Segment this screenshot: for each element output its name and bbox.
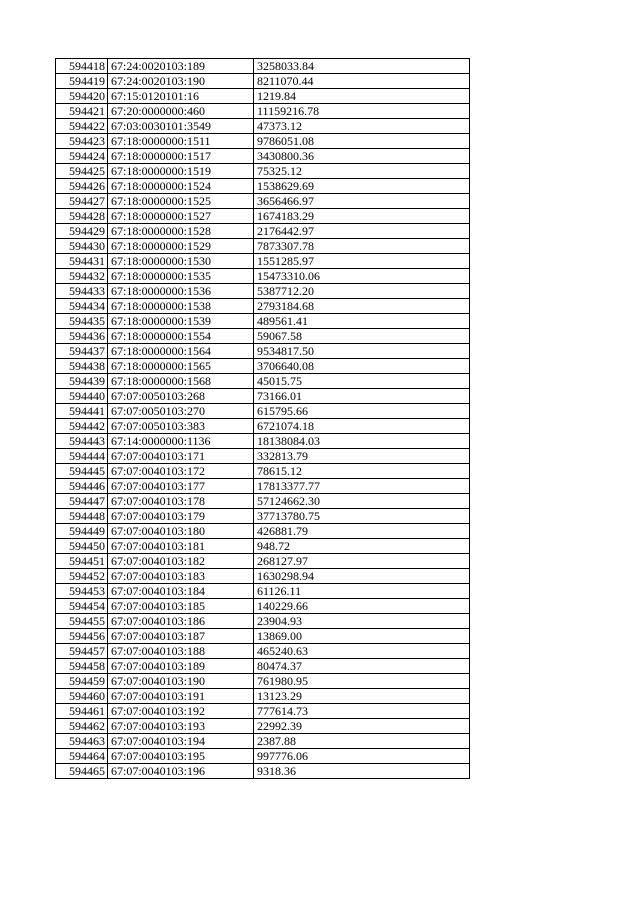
- table-row: [56, 629, 470, 644]
- table-row: [56, 434, 470, 449]
- amount-cell: 2793184.68: [254, 299, 470, 314]
- amount-cell: 45015.75: [254, 374, 470, 389]
- cadastral-number-cell: 67:18:0000000:1535: [108, 269, 254, 284]
- amount-cell: 3258033.84: [254, 59, 470, 74]
- record-id-cell: 594446: [56, 479, 108, 494]
- record-id-cell: 594436: [56, 329, 108, 344]
- record-id-cell: 594464: [56, 749, 108, 764]
- record-id-cell: 594437: [56, 344, 108, 359]
- record-id-cell: 594443: [56, 434, 108, 449]
- record-id-cell: 594458: [56, 659, 108, 674]
- amount-cell: 9534817.50: [254, 344, 470, 359]
- cadastral-number-cell: 67:07:0040103:181: [108, 539, 254, 554]
- cadastral-number-cell: 67:07:0040103:172: [108, 464, 254, 479]
- record-id-cell: 594426: [56, 179, 108, 194]
- cadastral-number-cell: 67:18:0000000:1568: [108, 374, 254, 389]
- cadastral-number-cell: 67:18:0000000:1529: [108, 239, 254, 254]
- cadastral-number-cell: 67:18:0000000:1565: [108, 359, 254, 374]
- cadastral-number-cell: 67:07:0040103:180: [108, 524, 254, 539]
- record-id-cell: 594454: [56, 599, 108, 614]
- cadastral-number-cell: 67:18:0000000:1525: [108, 194, 254, 209]
- record-id-cell: 594449: [56, 524, 108, 539]
- record-id-cell: 594424: [56, 149, 108, 164]
- amount-cell: 761980.95: [254, 674, 470, 689]
- cadastral-number-cell: 67:14:0000000:1136: [108, 434, 254, 449]
- record-id-cell: 594422: [56, 119, 108, 134]
- table-row: [56, 194, 470, 209]
- cadastral-number-cell: 67:18:0000000:1536: [108, 284, 254, 299]
- cadastral-number-cell: 67:07:0040103:195: [108, 749, 254, 764]
- amount-cell: 3656466.97: [254, 194, 470, 209]
- table-row: [56, 599, 470, 614]
- record-id-cell: 594439: [56, 374, 108, 389]
- record-id-cell: 594448: [56, 509, 108, 524]
- table-row: [56, 404, 470, 419]
- table-row: [56, 539, 470, 554]
- table-row: [56, 419, 470, 434]
- cadastral-number-cell: 67:07:0040103:183: [108, 569, 254, 584]
- amount-cell: 1538629.69: [254, 179, 470, 194]
- table-row: [56, 524, 470, 539]
- amount-cell: 489561.41: [254, 314, 470, 329]
- record-id-cell: 594419: [56, 74, 108, 89]
- amount-cell: 1630298.94: [254, 569, 470, 584]
- amount-cell: 73166.01: [254, 389, 470, 404]
- cadastral-number-cell: 67:18:0000000:1539: [108, 314, 254, 329]
- record-id-cell: 594418: [56, 59, 108, 74]
- table-row: [56, 704, 470, 719]
- table-row: [56, 569, 470, 584]
- cadastral-number-cell: 67:07:0040103:187: [108, 629, 254, 644]
- table-row: [56, 554, 470, 569]
- record-id-cell: 594423: [56, 134, 108, 149]
- amount-cell: 3430800.36: [254, 149, 470, 164]
- cadastral-number-cell: 67:18:0000000:1564: [108, 344, 254, 359]
- table-row: [56, 449, 470, 464]
- record-id-cell: 594444: [56, 449, 108, 464]
- amount-cell: 2176442.97: [254, 224, 470, 239]
- cadastral-number-cell: 67:24:0020103:189: [108, 59, 254, 74]
- cadastral-number-cell: 67:07:0040103:184: [108, 584, 254, 599]
- table-row: [56, 59, 470, 74]
- table-row: [56, 764, 470, 779]
- cadastral-number-cell: 67:07:0040103:190: [108, 674, 254, 689]
- cadastral-number-cell: 67:07:0040103:191: [108, 689, 254, 704]
- cadastral-number-cell: 67:18:0000000:1530: [108, 254, 254, 269]
- amount-cell: 11159216.78: [254, 104, 470, 119]
- table-row: [56, 119, 470, 134]
- cadastral-number-cell: 67:20:0000000:460: [108, 104, 254, 119]
- record-id-cell: 594440: [56, 389, 108, 404]
- record-id-cell: 594431: [56, 254, 108, 269]
- table-row: [56, 719, 470, 734]
- table-row: [56, 89, 470, 104]
- record-id-cell: 594421: [56, 104, 108, 119]
- amount-cell: 465240.63: [254, 644, 470, 659]
- cadastral-number-cell: 67:03:0030101:3549: [108, 119, 254, 134]
- table-row: [56, 209, 470, 224]
- table-row: [56, 584, 470, 599]
- table-row: [56, 314, 470, 329]
- amount-cell: 9318.36: [254, 764, 470, 779]
- amount-cell: 59067.58: [254, 329, 470, 344]
- amount-cell: 140229.66: [254, 599, 470, 614]
- cadastral-number-cell: 67:07:0040103:186: [108, 614, 254, 629]
- table-row: [56, 509, 470, 524]
- record-id-cell: 594453: [56, 584, 108, 599]
- record-id-cell: 594445: [56, 464, 108, 479]
- amount-cell: 47373.12: [254, 119, 470, 134]
- record-id-cell: 594432: [56, 269, 108, 284]
- amount-cell: 22992.39: [254, 719, 470, 734]
- amount-cell: 61126.11: [254, 584, 470, 599]
- table-row: [56, 374, 470, 389]
- record-id-cell: 594462: [56, 719, 108, 734]
- amount-cell: 1551285.97: [254, 254, 470, 269]
- amount-cell: 37713780.75: [254, 509, 470, 524]
- amount-cell: 80474.37: [254, 659, 470, 674]
- amount-cell: 78615.12: [254, 464, 470, 479]
- amount-cell: 5387712.20: [254, 284, 470, 299]
- cadastral-number-cell: 67:18:0000000:1519: [108, 164, 254, 179]
- record-id-cell: 594433: [56, 284, 108, 299]
- amount-cell: 15473310.06: [254, 269, 470, 284]
- cadastral-number-cell: 67:15:0120101:16: [108, 89, 254, 104]
- cadastral-number-cell: 67:07:0050103:383: [108, 419, 254, 434]
- amount-cell: 8211070.44: [254, 74, 470, 89]
- table-row: [56, 299, 470, 314]
- amount-cell: 18138084.03: [254, 434, 470, 449]
- table-row: [56, 284, 470, 299]
- amount-cell: 1219.84: [254, 89, 470, 104]
- record-id-cell: 594441: [56, 404, 108, 419]
- table-row: [56, 344, 470, 359]
- amount-cell: 13869.00: [254, 629, 470, 644]
- record-id-cell: 594438: [56, 359, 108, 374]
- table-row: [56, 689, 470, 704]
- cadastral-number-cell: 67:07:0040103:188: [108, 644, 254, 659]
- record-id-cell: 594457: [56, 644, 108, 659]
- cadastral-number-cell: 67:07:0050103:270: [108, 404, 254, 419]
- cadastral-number-cell: 67:07:0040103:196: [108, 764, 254, 779]
- record-id-cell: 594430: [56, 239, 108, 254]
- amount-cell: 13123.29: [254, 689, 470, 704]
- table-row: [56, 149, 470, 164]
- amount-cell: 997776.06: [254, 749, 470, 764]
- amount-cell: 426881.79: [254, 524, 470, 539]
- record-id-cell: 594459: [56, 674, 108, 689]
- amount-cell: 2387.88: [254, 734, 470, 749]
- amount-cell: 3706640.08: [254, 359, 470, 374]
- cadastral-number-cell: 67:07:0040103:182: [108, 554, 254, 569]
- cadastral-number-cell: 67:18:0000000:1554: [108, 329, 254, 344]
- amount-cell: 777614.73: [254, 704, 470, 719]
- cadastral-number-cell: 67:07:0040103:193: [108, 719, 254, 734]
- record-id-cell: 594460: [56, 689, 108, 704]
- record-id-cell: 594428: [56, 209, 108, 224]
- record-id-cell: 594429: [56, 224, 108, 239]
- cadastral-number-cell: 67:07:0040103:185: [108, 599, 254, 614]
- record-id-cell: 594456: [56, 629, 108, 644]
- cadastral-number-cell: 67:07:0040103:178: [108, 494, 254, 509]
- table-row: [56, 104, 470, 119]
- table-row: [56, 479, 470, 494]
- table-row: [56, 134, 470, 149]
- table-row: [56, 389, 470, 404]
- cadastral-number-cell: 67:24:0020103:190: [108, 74, 254, 89]
- table-row: [56, 614, 470, 629]
- record-id-cell: 594452: [56, 569, 108, 584]
- cadastral-number-cell: 67:07:0040103:179: [108, 509, 254, 524]
- data-table-body: [56, 59, 470, 779]
- record-id-cell: 594435: [56, 314, 108, 329]
- amount-cell: 948.72: [254, 539, 470, 554]
- cadastral-number-cell: 67:07:0040103:171: [108, 449, 254, 464]
- record-id-cell: 594461: [56, 704, 108, 719]
- cadastral-number-cell: 67:07:0050103:268: [108, 389, 254, 404]
- table-row: [56, 329, 470, 344]
- table-row: [56, 254, 470, 269]
- cadastral-number-cell: 67:07:0040103:189: [108, 659, 254, 674]
- cadastral-number-cell: 67:07:0040103:177: [108, 479, 254, 494]
- amount-cell: 615795.66: [254, 404, 470, 419]
- record-id-cell: 594425: [56, 164, 108, 179]
- table-row: [56, 674, 470, 689]
- cadastral-number-cell: 67:18:0000000:1511: [108, 134, 254, 149]
- cadastral-number-cell: 67:18:0000000:1524: [108, 179, 254, 194]
- cadastral-number-cell: 67:18:0000000:1538: [108, 299, 254, 314]
- table-row: [56, 179, 470, 194]
- cadastral-number-cell: 67:18:0000000:1527: [108, 209, 254, 224]
- amount-cell: 1674183.29: [254, 209, 470, 224]
- table-row: [56, 749, 470, 764]
- cadastral-number-cell: 67:07:0040103:192: [108, 704, 254, 719]
- record-id-cell: 594455: [56, 614, 108, 629]
- record-id-cell: 594451: [56, 554, 108, 569]
- amount-cell: 332813.79: [254, 449, 470, 464]
- amount-cell: 75325.12: [254, 164, 470, 179]
- amount-cell: 23904.93: [254, 614, 470, 629]
- data-table: [55, 58, 470, 779]
- amount-cell: 6721074.18: [254, 419, 470, 434]
- table-row: [56, 659, 470, 674]
- table-row: [56, 269, 470, 284]
- table-row: [56, 164, 470, 179]
- record-id-cell: 594442: [56, 419, 108, 434]
- table-row: [56, 464, 470, 479]
- record-id-cell: 594420: [56, 89, 108, 104]
- record-id-cell: 594463: [56, 734, 108, 749]
- record-id-cell: 594465: [56, 764, 108, 779]
- cadastral-number-cell: 67:07:0040103:194: [108, 734, 254, 749]
- amount-cell: 17813377.77: [254, 479, 470, 494]
- record-id-cell: 594427: [56, 194, 108, 209]
- table-row: [56, 734, 470, 749]
- amount-cell: 9786051.08: [254, 134, 470, 149]
- table-row: [56, 494, 470, 509]
- cadastral-number-cell: 67:18:0000000:1517: [108, 149, 254, 164]
- amount-cell: 268127.97: [254, 554, 470, 569]
- table-row: [56, 224, 470, 239]
- amount-cell: 7873307.78: [254, 239, 470, 254]
- record-id-cell: 594450: [56, 539, 108, 554]
- record-id-cell: 594447: [56, 494, 108, 509]
- table-row: [56, 644, 470, 659]
- amount-cell: 57124662.30: [254, 494, 470, 509]
- cadastral-number-cell: 67:18:0000000:1528: [108, 224, 254, 239]
- table-row: [56, 359, 470, 374]
- table-row: [56, 239, 470, 254]
- record-id-cell: 594434: [56, 299, 108, 314]
- table-row: [56, 74, 470, 89]
